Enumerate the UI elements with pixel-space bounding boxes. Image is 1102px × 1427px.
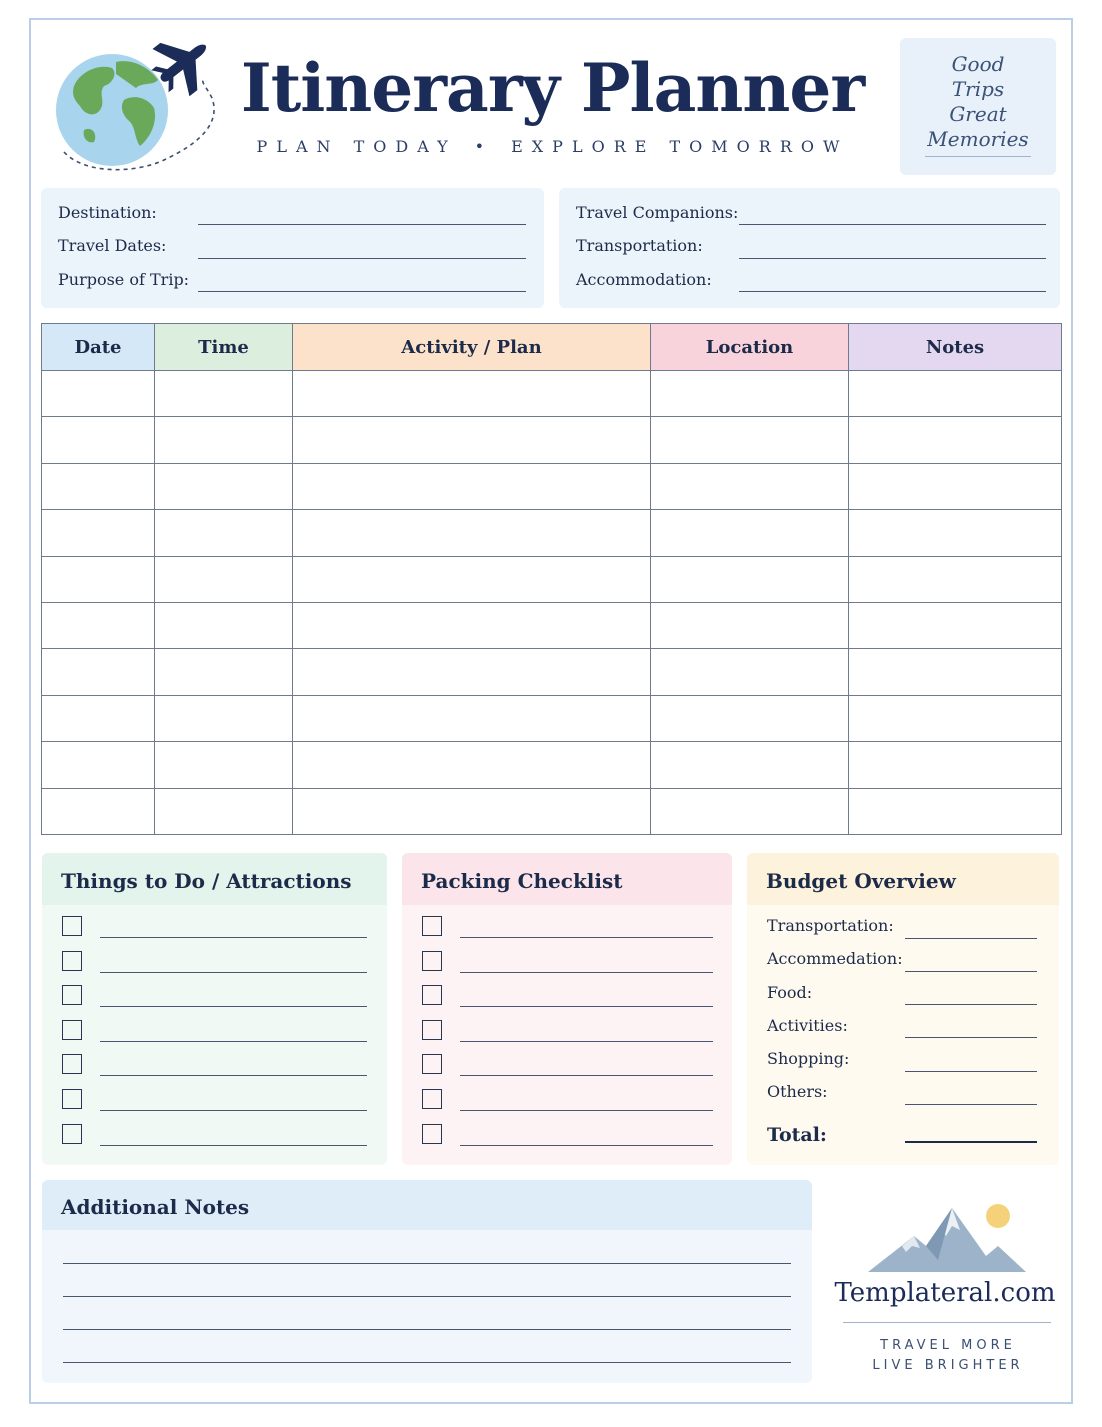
accommodation-label: Accommodation: [576,270,712,289]
motto-line: Trips [951,77,1005,101]
table-cell[interactable] [849,742,1062,788]
packing-panel [402,853,732,1165]
table-cell[interactable] [849,417,1062,463]
travel-dates-label: Travel Dates: [58,236,167,255]
table-cell[interactable] [651,742,849,788]
brand-slogan [830,1336,1066,1376]
things-to-do-title: Things to Do / Attractions [42,853,387,905]
table-row [42,649,1062,695]
checkbox[interactable] [422,1089,442,1109]
checkbox[interactable] [422,951,442,971]
table-cell[interactable] [293,510,651,556]
table-cell[interactable] [42,695,155,741]
tagline-right: EXPLORE TOMORROW [511,137,849,156]
companions-field[interactable] [739,224,1046,225]
note-line[interactable] [63,1263,791,1264]
table-cell[interactable] [155,788,293,834]
budget-field-transportation[interactable] [905,938,1037,939]
checkbox[interactable] [62,1124,82,1144]
budget-label-others: Others: [767,1082,828,1101]
checkbox[interactable] [422,1054,442,1074]
table-cell[interactable] [42,417,155,463]
table-cell[interactable] [849,371,1062,417]
table-cell[interactable] [155,649,293,695]
page-title: Itinerary Planner [240,49,865,127]
budget-field-shopping[interactable] [905,1071,1037,1072]
tagline-left: PLAN TODAY [256,137,457,156]
table-cell[interactable] [651,602,849,648]
column-header-time: Time [155,324,293,371]
tagline [230,137,875,156]
table-cell[interactable] [849,695,1062,741]
checklist-entry-line[interactable] [100,972,367,973]
checklist-entry-line[interactable] [100,1006,367,1007]
checklist-entry-line[interactable] [100,1041,367,1042]
accommodation-field[interactable] [739,291,1046,292]
table-cell[interactable] [849,788,1062,834]
motto-badge [900,38,1056,175]
table-cell[interactable] [293,602,651,648]
table-cell[interactable] [42,510,155,556]
transportation-field[interactable] [739,258,1046,259]
table-cell[interactable] [155,556,293,602]
additional-notes-panel [42,1180,812,1383]
budget-field-others[interactable] [905,1104,1037,1105]
packing-title: Packing Checklist [402,853,732,905]
table-body [42,371,1062,835]
companions-label: Travel Companions: [576,203,739,222]
table-cell[interactable] [651,417,849,463]
table-header-row [42,324,1062,371]
table-cell[interactable] [849,602,1062,648]
trip-info-right [559,188,1060,308]
table-cell[interactable] [651,371,849,417]
table-cell[interactable] [651,556,849,602]
column-header-location: Location [651,324,849,371]
mountain-sun-icon [860,1200,1030,1280]
checklist-entry-line[interactable] [460,1075,713,1076]
table-cell[interactable] [42,742,155,788]
table-cell[interactable] [651,510,849,556]
purpose-label: Purpose of Trip: [58,270,190,289]
purpose-field[interactable] [198,291,526,292]
checkbox[interactable] [62,1054,82,1074]
motto-underline [925,156,1031,157]
table-cell[interactable] [293,742,651,788]
checkbox[interactable] [422,916,442,936]
checklist-entry-line[interactable] [460,1145,713,1146]
things-to-do-panel [42,853,387,1165]
budget-label-food: Food: [767,983,813,1002]
budget-total-label: Total: [767,1124,827,1146]
checklist-entry-line[interactable] [460,937,713,938]
table-cell[interactable] [651,649,849,695]
table-cell[interactable] [293,695,651,741]
column-header-notes: Notes [849,324,1062,371]
table-row [42,788,1062,834]
table-cell[interactable] [155,742,293,788]
checklist-entry-line[interactable] [460,1110,713,1111]
table-cell[interactable] [42,649,155,695]
table-row [42,602,1062,648]
table-cell[interactable] [42,463,155,509]
budget-total-field[interactable] [905,1141,1037,1143]
table-row [42,371,1062,417]
table-cell[interactable] [849,510,1062,556]
budget-label-shopping: Shopping: [767,1049,850,1068]
budget-label-accommodation: Accommedation: [767,949,903,968]
tagline-separator: • [474,137,494,156]
table-cell[interactable] [293,788,651,834]
checklist-entry-line[interactable] [460,972,713,973]
table-row [42,695,1062,741]
destination-field[interactable] [198,224,526,225]
budget-field-accommodation[interactable] [905,971,1037,972]
budget-title: Budget Overview [747,853,1059,905]
brand-name: Templateral.com [834,1278,1056,1308]
checkbox[interactable] [422,1124,442,1144]
table-cell[interactable] [42,788,155,834]
budget-field-food[interactable] [905,1004,1037,1005]
destination-label: Destination: [58,203,157,222]
checklist-entry-line[interactable] [100,937,367,938]
trip-info-left [41,188,544,308]
table-cell[interactable] [651,463,849,509]
table-cell[interactable] [293,649,651,695]
table-row [42,742,1062,788]
checkbox[interactable] [62,951,82,971]
table-cell[interactable] [155,510,293,556]
motto-line: Good [951,52,1005,76]
checklist-entry-line[interactable] [460,1006,713,1007]
motto-line: Great [949,102,1007,126]
checkbox[interactable] [62,985,82,1005]
brand-divider [843,1322,1051,1323]
checkbox[interactable] [422,985,442,1005]
table-cell[interactable] [155,417,293,463]
motto-line: Memories [927,127,1029,151]
checklist-entry-line[interactable] [100,1110,367,1111]
column-header-date: Date [42,324,155,371]
budget-label-transportation: Transportation: [767,916,894,935]
table-cell[interactable] [849,649,1062,695]
budget-panel [747,853,1059,1165]
checklist-entry-line[interactable] [100,1075,367,1076]
table-cell[interactable] [42,556,155,602]
note-line[interactable] [63,1296,791,1297]
table-row [42,510,1062,556]
table-cell[interactable] [293,417,651,463]
table-row [42,556,1062,602]
table-row [42,463,1062,509]
globe-icon [54,34,224,176]
table-row [42,417,1062,463]
table-cell[interactable] [293,371,651,417]
table-cell[interactable] [155,463,293,509]
itinerary-table [41,323,1062,835]
checkbox[interactable] [422,1020,442,1040]
checkbox[interactable] [62,1020,82,1040]
travel-dates-field[interactable] [198,258,526,259]
brand-slogan-line: LIVE BRIGHTER [872,1358,1024,1373]
additional-notes-title: Additional Notes [42,1180,812,1230]
checklist-entry-line[interactable] [100,1145,367,1146]
checklist-entry-line[interactable] [460,1041,713,1042]
table-cell[interactable] [651,788,849,834]
checkbox[interactable] [62,1089,82,1109]
transportation-label: Transportation: [576,236,703,255]
table-cell[interactable] [651,695,849,741]
brand-slogan-line: TRAVEL MORE [880,1338,1016,1353]
table-cell[interactable] [42,371,155,417]
table-cell[interactable] [849,556,1062,602]
table-cell[interactable] [155,695,293,741]
table-cell[interactable] [42,602,155,648]
table-cell[interactable] [155,602,293,648]
table-cell[interactable] [293,556,651,602]
table-cell[interactable] [155,371,293,417]
budget-label-activities: Activities: [767,1016,848,1035]
note-line[interactable] [63,1329,791,1330]
note-line[interactable] [63,1362,791,1363]
table-cell[interactable] [293,463,651,509]
column-header-activity: Activity / Plan [293,324,651,371]
table-cell[interactable] [849,463,1062,509]
budget-field-activities[interactable] [905,1037,1037,1038]
checkbox[interactable] [62,916,82,936]
